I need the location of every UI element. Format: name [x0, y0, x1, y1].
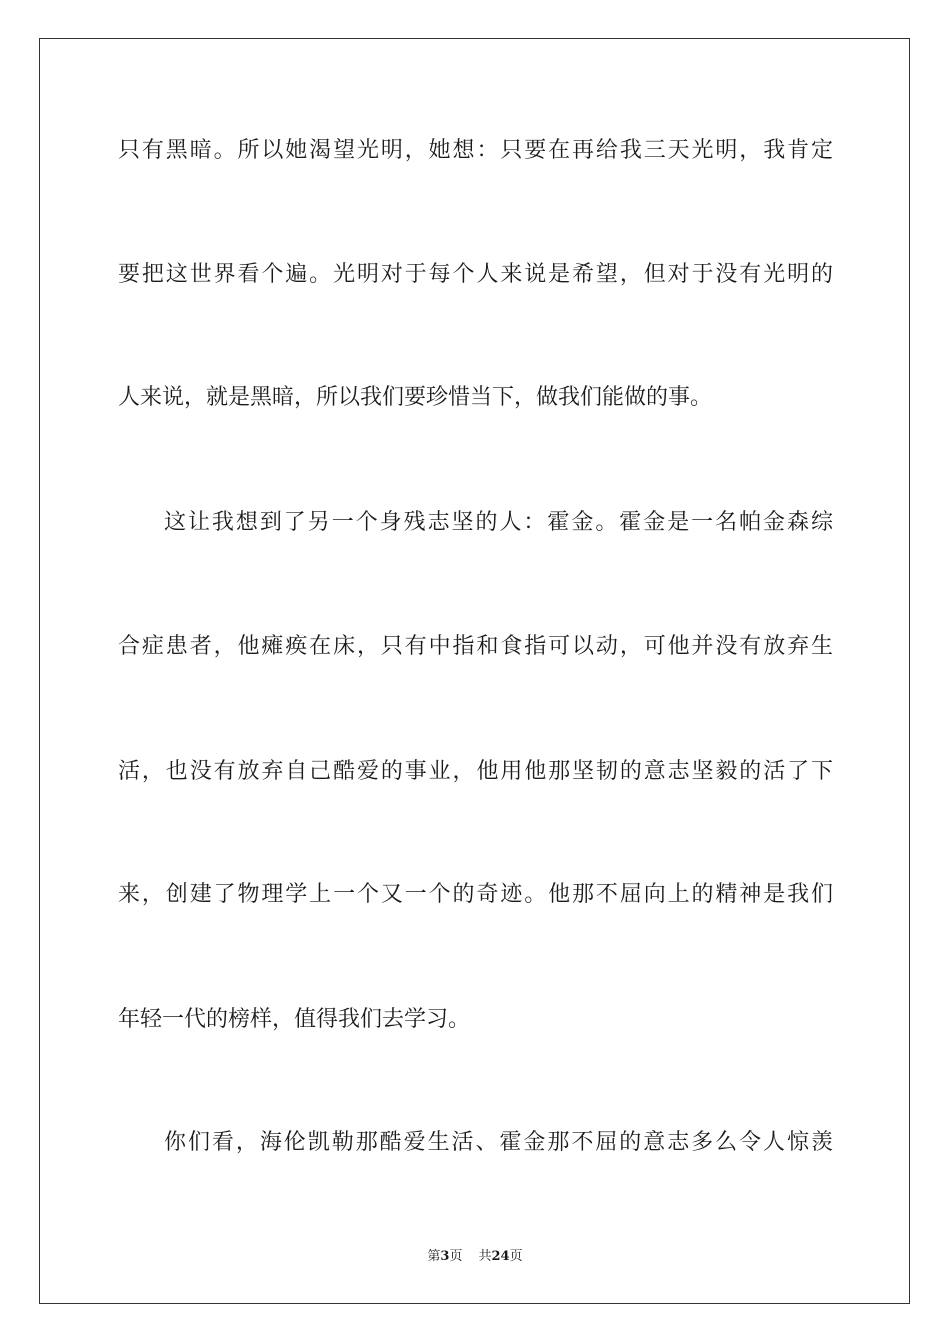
page-border [39, 38, 910, 1304]
paragraph-line: 只有黑暗。所以她渴望光明，她想：只要在再给我三天光明，我肯定 [118, 138, 833, 163]
paragraph-line: 人来说，就是黑暗，所以我们要珍惜当下，做我们能做的事。 [118, 385, 713, 410]
paragraph-line: 活，也没有放弃自己酷爱的事业，他用他那坚韧的意志坚毅的活了下 [118, 759, 833, 784]
paragraph-line: 来，创建了物理学上一个又一个的奇迹。他那不屈向上的精神是我们 [118, 882, 833, 907]
paragraph-line: 年轻一代的榜样，值得我们去学习。 [118, 1007, 471, 1032]
paragraph-line: 合症患者，他瘫痪在床，只有中指和食指可以动，可他并没有放弃生 [118, 634, 833, 659]
page-footer [0, 1248, 950, 1266]
paragraph-line: 你们看，海伦凯勒那酷爱生活、霍金那不屈的意志多么令人惊羡 [164, 1130, 833, 1155]
total-pages: 24 [491, 1249, 510, 1264]
page-prefix: 第 [427, 1249, 441, 1264]
paragraph-line: 要把这世界看个遍。光明对于每个人来说是希望，但对于没有光明的 [118, 262, 833, 287]
page-number: 3 [440, 1249, 450, 1264]
page-suffix: 页 [449, 1249, 463, 1264]
total-suffix: 页 [509, 1249, 523, 1264]
total-prefix: 共 [478, 1249, 492, 1264]
paragraph-line: 这让我想到了另一个身残志坚的人：霍金。霍金是一名帕金森综 [164, 510, 833, 535]
